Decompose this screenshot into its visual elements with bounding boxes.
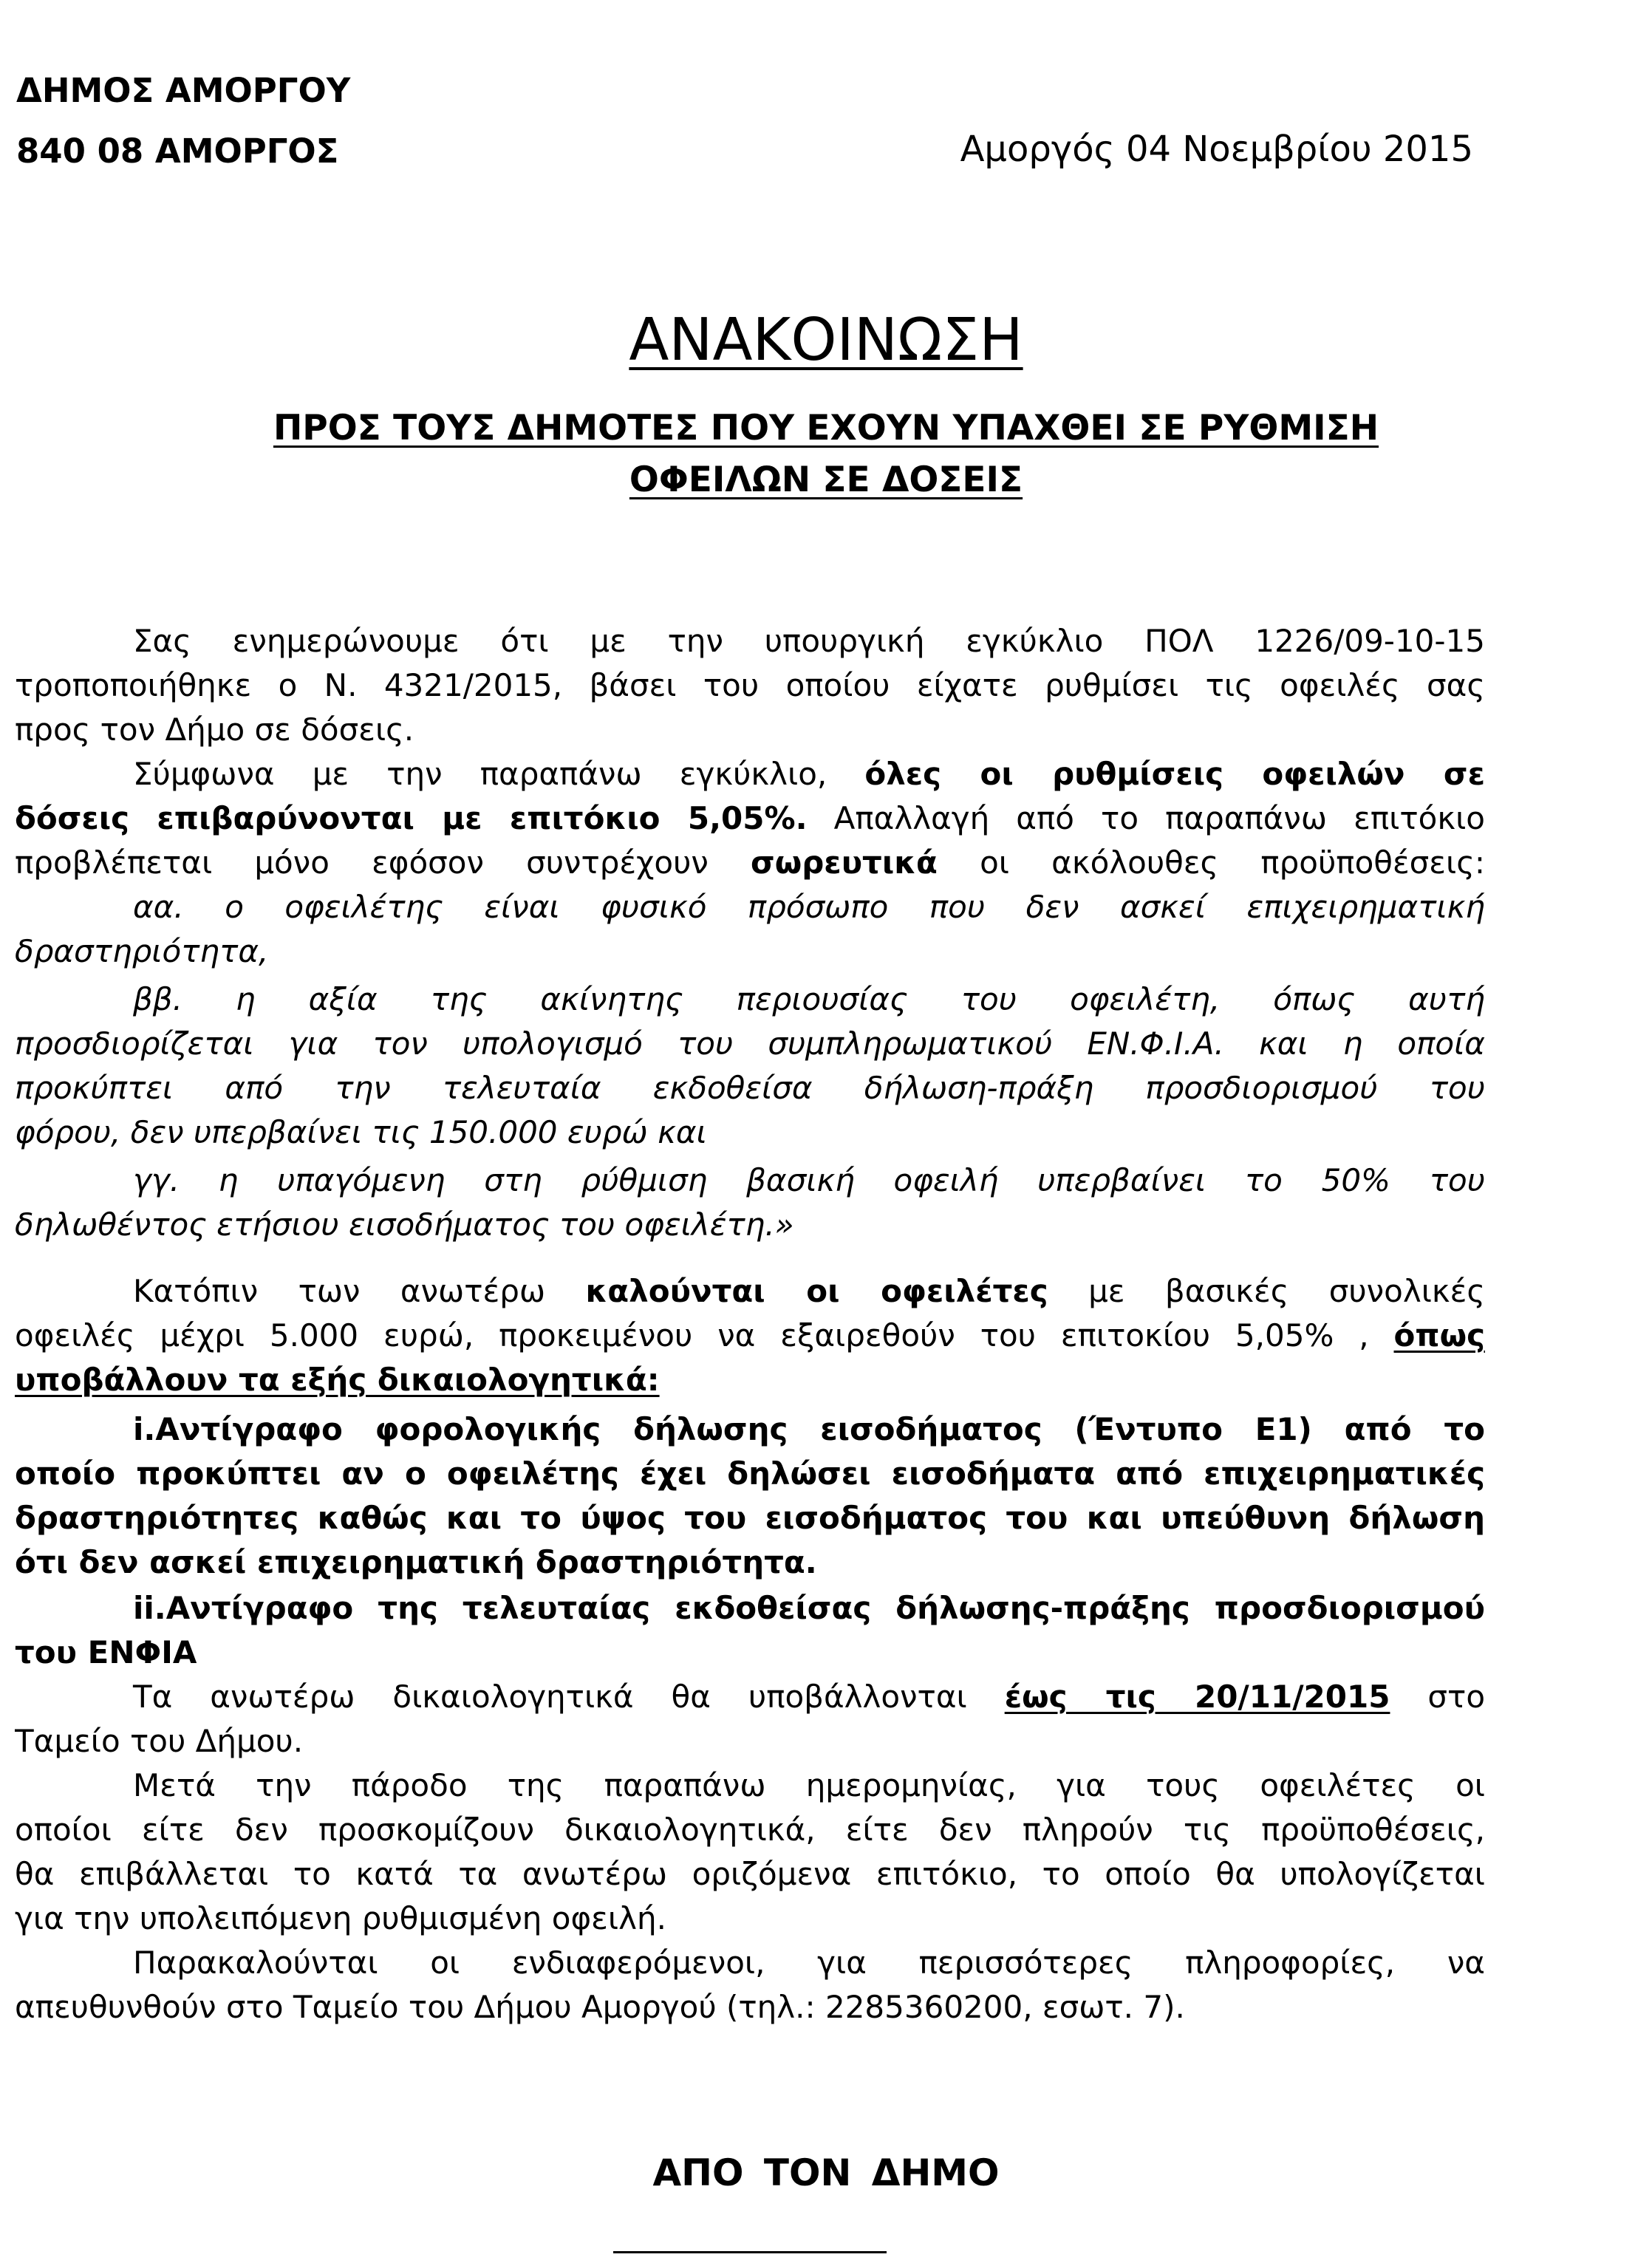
body-line: οφειλές μέχρι 5.000 ευρώ, προκειμένου να εξαιρεθούν του επιτοκίου 5,05% , όπως [15,1317,1485,1353]
condition-gg: γγ. η υπαγόμενη στη ρύθμιση βασική οφειλή υπερβαίνει το 50% του [133,1162,1485,1198]
body-line: προς τον Δήμο σε δόσεις. [15,711,414,748]
deadline-date: έως τις 20/11/2015 [1004,1679,1390,1715]
body-line: Κατόπιν των ανωτέρω καλούνται οι οφειλέτες με βασικές συνολικές [133,1273,1485,1309]
body-line: θα επιβάλλεται το κατά τα ανωτέρω οριζόμενα επιτόκιο, το οποίο θα υπολογίζεται [15,1856,1485,1892]
body-line: Ταμείο του Δήμου. [15,1723,304,1759]
deadline-line: Τα ανωτέρω δικαιολογητικά θα υποβάλλονται έως τις 20/11/2015 στο [133,1679,1485,1715]
body-line: δηλωθέντος ετήσιου εισοδήματος του οφειλέτη.» [15,1206,794,1243]
contact-line: απευθυνθούν στο Ταμείο του Δήμου Αμοργού (τηλ.: 2285360200, εσωτ. 7). [15,1989,1185,2025]
body-line: Μετά την πάροδο της παραπάνω ημερομηνίας, για τους οφειλέτες οι [133,1767,1485,1803]
body-line: οποίοι είτε δεν προσκομίζουν δικαιολογητικά, είτε δεν πληρούν τις προϋποθέσεις, [15,1812,1485,1848]
body-line: Παρακαλούνται οι ενδιαφερόμενοι, για περισσότερες πληροφορίες, να [133,1945,1485,1981]
condition-aa: αα. ο οφειλέτης είναι φυσικό πρόσωπο που δεν ασκεί επιχειρηματική [133,889,1485,925]
subtitle-line-2: ΟΦΕΙΛΩΝ ΣΕ ΔΟΣΕΙΣ [629,460,1023,500]
org-address: 840 08 ΑΜΟΡΓΟΣ [16,132,339,171]
body-line: δόσεις επιβαρύνονται με επιτόκιο 5,05%. Απαλλαγή από το παραπάνω επιτόκιο [15,800,1485,836]
signature-line [613,2251,887,2253]
body-line: φόρου, δεν υπερβαίνει τις 150.000 ευρώ και [15,1114,707,1150]
document-item-ii: ii.Αντίγραφο της τελευταίας εκδοθείσας δήλωσης-πράξης προσδιορισμού [133,1590,1485,1626]
body-line: προσδιορίζεται για τον υπολογισμό του συμπληρωματικού ΕΝ.Φ.Ι.Α. και η οποία [15,1025,1485,1062]
body-line: τροποποιήθηκε ο Ν. 4321/2015, βάσει του οποίου είχατε ρυθμίσει τις οφειλές σας [15,667,1485,703]
body-line: δραστηριότητες καθώς και το ύψος του εισοδήματος του και υπεύθυνη δήλωση [15,1500,1485,1536]
body-line: ότι δεν ασκεί επιχειρηματική δραστηριότητα. [15,1544,817,1580]
subtitle-line-1: ΠΡΟΣ ΤΟΥΣ ΔΗΜΟΤΕΣ ΠΟΥ ΕΧΟΥΝ ΥΠΑΧΘΕΙ ΣΕ ΡΥΘΜΙΣΗ [273,408,1379,448]
body-line: Σας ενημερώνουμε ότι με την υπουργική εγκύκλιο ΠΟΛ 1226/09-10-15 [133,623,1485,659]
signature: ΑΠΟ ΤΟΝ ΔΗΜΟ [652,2151,1000,2194]
body-line: προκύπτει από την τελευταία εκδοθείσα δήλωση-πράξη προσδιορισμού του [15,1070,1485,1106]
page-title: ΑΝΑΚΟΙΝΩΣΗ [629,306,1023,374]
body-line: δραστηριότητα, [15,933,269,969]
body-line: οποίο προκύπτει αν ο οφειλέτης έχει δηλώσει εισοδήματα από επιχειρηματικές [15,1455,1485,1492]
date-line: Αμοργός 04 Νοεμβρίου 2015 [960,129,1473,170]
body-line: προβλέπεται μόνο εφόσον συντρέχουν σωρευτικά οι ακόλουθες προϋποθέσεις: [15,844,1485,881]
condition-bb: ββ. η αξία της ακίνητης περιουσίας του οφειλέτη, όπως αυτή [133,981,1485,1017]
body-line: για την υπολειπόμενη ρυθμισμένη οφειλή. [15,1900,666,1936]
document-item-i: i.Αντίγραφο φορολογικής δήλωσης εισοδήματος (Έντυπο Ε1) από το [133,1411,1485,1447]
documents-heading: υποβάλλουν τα εξής δικαιολογητικά: [15,1362,660,1398]
body-line: Σύμφωνα με την παραπάνω εγκύκλιο, όλες οι ρυθμίσεις οφειλών σε [133,756,1485,792]
org-name: ΔΗΜΟΣ ΑΜΟΡΓΟΥ [16,71,351,110]
body-line: του ΕΝΦΙΑ [15,1634,197,1670]
